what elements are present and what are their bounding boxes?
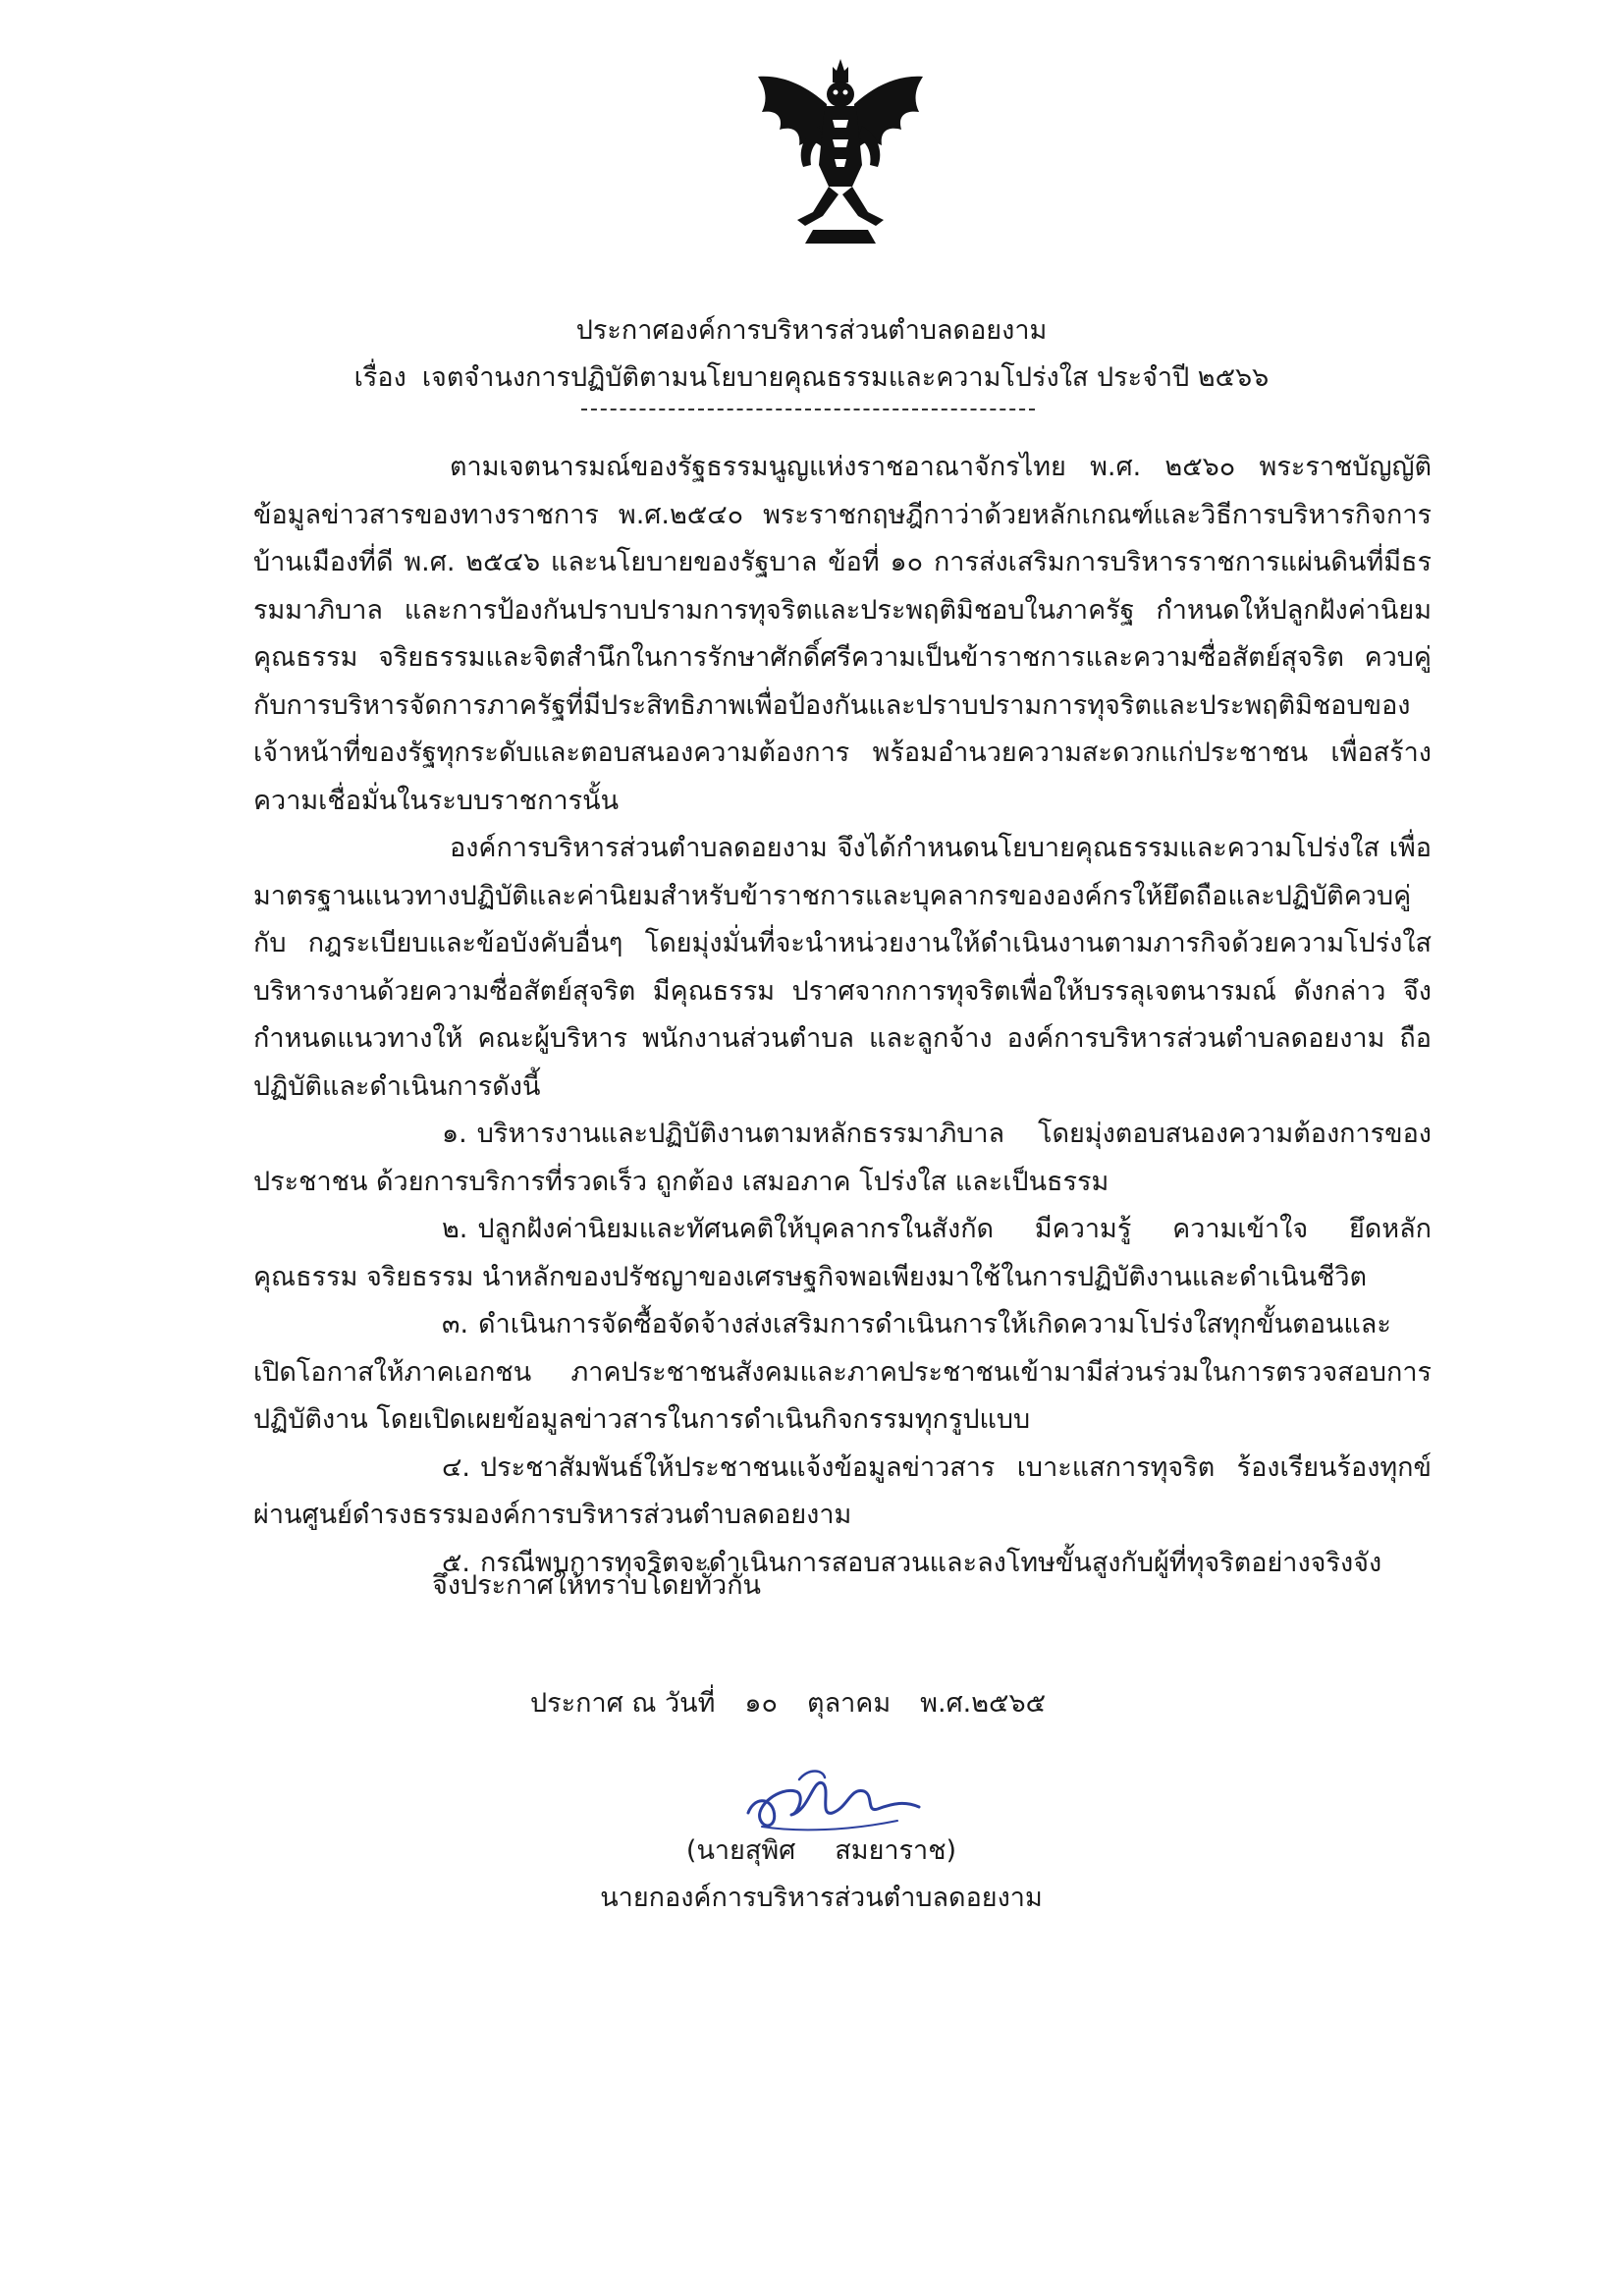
announcement-date bbox=[530, 1681, 1075, 1723]
list-item-number: ๕. bbox=[442, 1547, 471, 1578]
date-prefix: ประกาศ ณ วันที่ bbox=[530, 1688, 716, 1719]
paragraph-policy: องค์การบริหารส่วนตำบลดอยงาม จึงได้กำหนดนโยบายคุณธรรมและความโปร่งใส เพื่อมาตรฐานแนวทางปฏิบัติและค่านิยมสำหรับข้าราชการและบุคลากรขององค์กรให้ยึดถือและปฏิบัติควบคู่กับ กฎระเบียบและข้อบังคับอื่นๆ โดยมุ่งมั่นที่จะนำหน่วยงานให้ดำเนินงานตามภารกิจด้วยความโปร่งใส บริหารงานด้วยความซื่อสัตย์สุจริต มีคุณธรรม ปราศจากการทุจริตเพื่อให้บรรลุเจตนารมณ์ ดังกล่าว จึงกำหนดแนวทางให้ คณะผู้บริหาร พนักงานส่วนตำบล และลูกจ้าง องค์การบริหารส่วนตำบลดอยงาม ถือปฏิบัติและดำเนินการดังนี้ bbox=[253, 833, 1432, 1102]
list-item bbox=[253, 1445, 1432, 1540]
document-body bbox=[253, 444, 1432, 1587]
list-item bbox=[253, 1301, 1432, 1445]
list-item-number: ๒. bbox=[442, 1214, 468, 1244]
list-item bbox=[253, 1111, 1432, 1206]
signer-last-name: สมยาราช) bbox=[835, 1835, 957, 1866]
list-item-text: กรณีพบการทุจริตจะดำเนินการสอบสวนและลงโทษขั้นสูงกับผู้ที่ทุจริตอย่างจริงจัง bbox=[480, 1547, 1382, 1578]
list-item bbox=[253, 1206, 1432, 1301]
document-title: ประกาศองค์การบริหารส่วนตำบลดอยงาม bbox=[575, 315, 1048, 346]
date-year: พ.ศ.๒๕๖๕ bbox=[920, 1688, 1047, 1719]
subject-label: เรื่อง bbox=[353, 362, 406, 393]
signer-position: นายกองค์การบริหารส่วนตำบลดอยงาม bbox=[600, 1883, 1043, 1913]
announce-closing: จึงประกาศให้ทราบโดยทั่วกัน bbox=[432, 1570, 761, 1601]
date-month: ตุลาคม bbox=[807, 1688, 892, 1719]
list-item-text: ปลูกฝังค่านิยมและทัศนคติให้บุคลากรในสังกัด มีความรู้ ความเข้าใจ ยึดหลักคุณธรรม จริยธรรม นำหลักของปรัชญาของเศรษฐกิจพอเพียงมาใช้ในการปฏิบัติงานและดำเนินชีวิต bbox=[253, 1214, 1432, 1292]
list-item-text: บริหารงานและปฏิบัติงานตามหลักธรรมาภิบาล โดยมุ่งตอบสนองความต้องการของประชาชน ด้วยการบริการที่รวดเร็ว ถูกต้อง เสมอภาค โปร่งใส และเป็นธรรม bbox=[253, 1119, 1432, 1197]
list-item-text: ดำเนินการจัดซื้อจัดจ้างส่งเสริมการดำเนินการให้เกิดความโปร่งใสทุกขั้นตอนและเปิดโอกาสให้ภาคเอกชน ภาคประชาชนสังคมและภาคประชาชนเข้ามามีส่วนร่วมในการตรวจสอบการปฏิบัติงาน โดยเปิดเผยข้อมูลข่าวสารในการดำเนินกิจกรรมทุกรูปแบบ bbox=[253, 1309, 1432, 1435]
garuda-emblem-icon bbox=[754, 57, 927, 253]
handwritten-signature-icon bbox=[740, 1758, 927, 1838]
list-item-text: ประชาสัมพันธ์ให้ประชาชนแจ้งข้อมูลข่าวสาร เบาะแสการทุจริต ร้องเรียนร้องทุกข์ผ่านศูนย์ดำรงธรรมองค์การบริหารส่วนตำบลดอยงาม bbox=[253, 1451, 1432, 1530]
list-item-number: ๓. bbox=[442, 1309, 469, 1339]
list-item-number: ๑. bbox=[442, 1119, 467, 1149]
paragraph-intro: ตามเจตนารมณ์ของรัฐธรรมนูญแห่งราชอาณาจักรไทย พ.ศ. ๒๕๖๐ พระราชบัญญัติข้อมูลข่าวสารของทางราชการ พ.ศ.๒๕๔๐ พระราชกฤษฎีกาว่าด้วยหลักเกณฑ์และวิธีการบริหารกิจการบ้านเมืองที่ดี พ.ศ. ๒๕๔๖ และนโยบายของรัฐบาล ข้อที่ ๑๐ การส่งเสริมการบริหารราชการแผ่นดินที่มีธรรมมาภิบาล และการป้องกันปราบปรามการทุจริตและประพฤติมิชอบในภาครัฐ กำหนดให้ปลูกฝังค่านิยมคุณธรรม จริยธรรมและจิตสำนึกในการรักษาศักดิ์ศรีความเป็นข้าราชการและความซื่อสัตย์สุจริต ควบคู่กับการบริหารจัดการภาครัฐที่มีประสิทธิภาพเพื่อป้องกันและปราบปรามการทุจริตและประพฤติมิชอบของเจ้าหน้าที่ของรัฐทุกระดับและตอบสนองความต้องการ พร้อมอำนวยความสะดวกแก่ประชาชน เพื่อสร้างความเชื่อมั่นในระบบราชการนั้น bbox=[253, 452, 1432, 816]
subject-text: เจตจำนงการปฏิบัติตามนโยบายคุณธรรมและความโปร่งใส ประจำปี ๒๕๖๖ bbox=[421, 362, 1270, 393]
signer-name bbox=[0, 1829, 1623, 1871]
signer-first-name: (นายสุพิศ bbox=[685, 1835, 796, 1866]
list-item-number: ๔. bbox=[442, 1451, 471, 1483]
document-subject-line bbox=[0, 355, 1623, 398]
separator-line bbox=[581, 409, 1035, 410]
date-day: ๑๐ bbox=[744, 1688, 779, 1719]
list-item bbox=[253, 1540, 1432, 1588]
